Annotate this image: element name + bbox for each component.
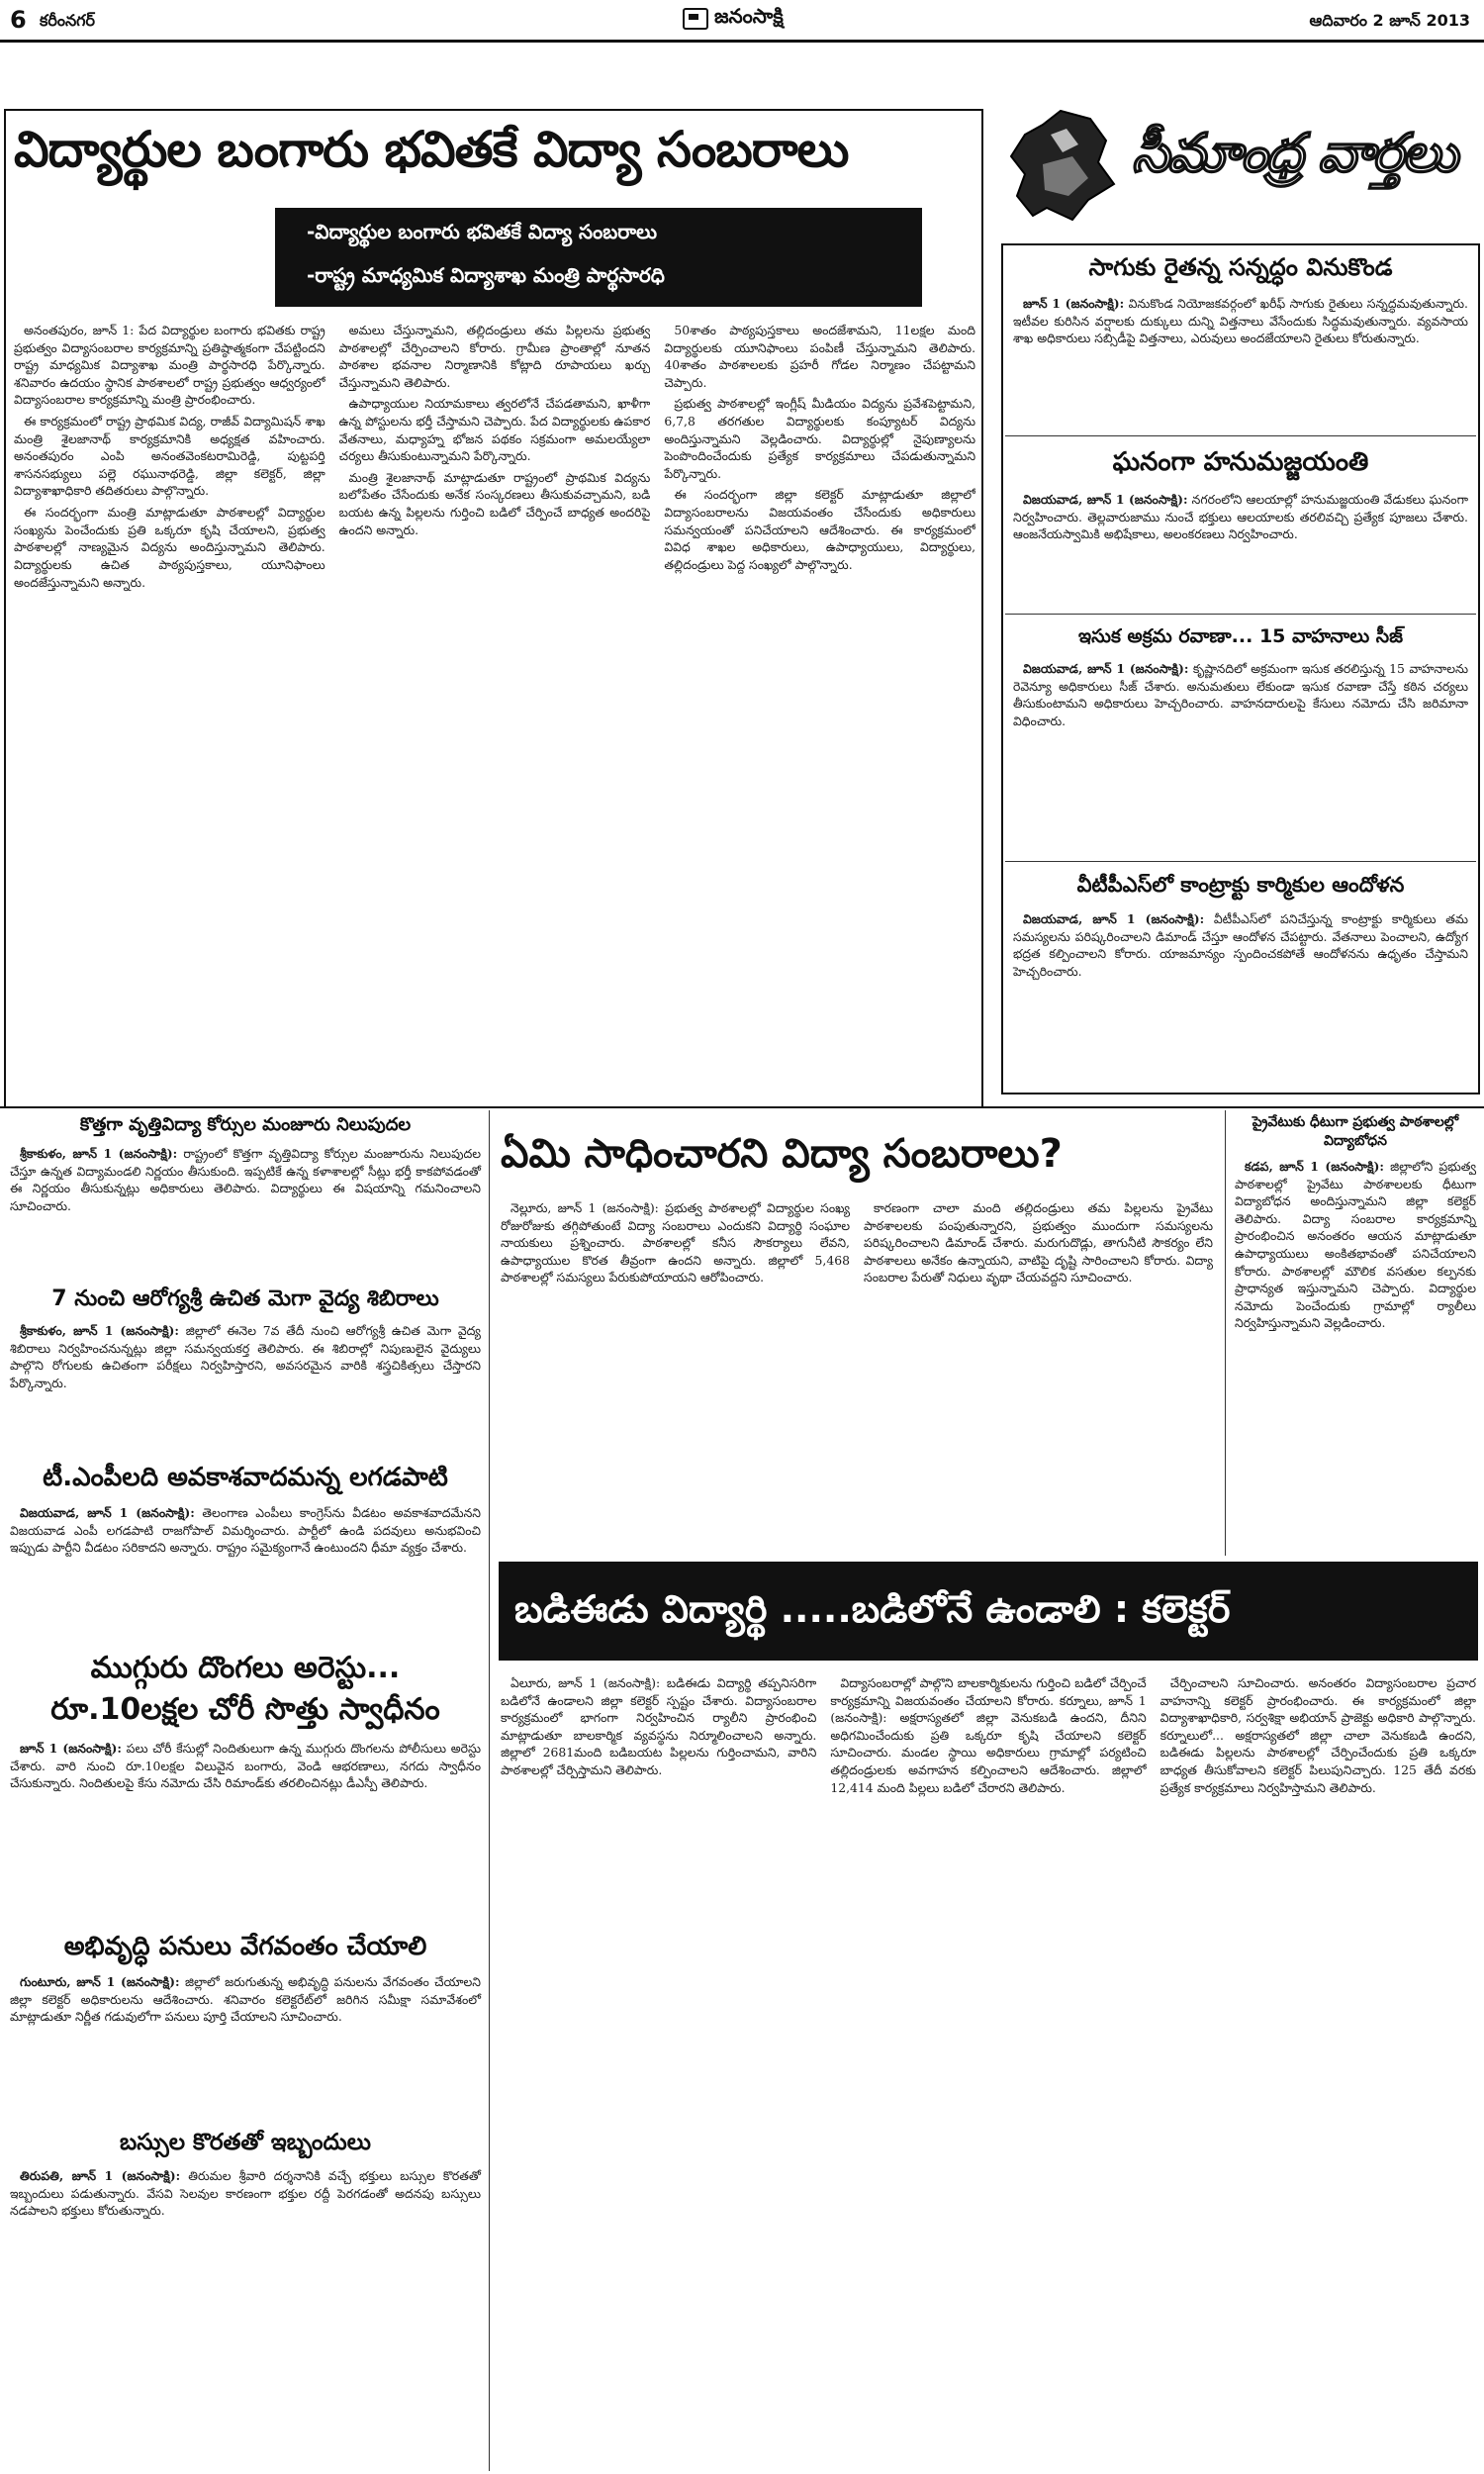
seemandhra-title: సీమాంధ్ర వార్తలు [1132,121,1456,184]
story-body [10,1740,481,1792]
story-title: ఘనంగా హనుమజ్జయంతి [1112,447,1369,477]
story-text: నెల్లూరు, జూన్ 1 (జనంసాక్షి): ప్రభుత్వ పాఠశాలల్లో విద్యార్థుల సంఖ్య రోజురోజుకు తగ్గిపోతుంటే విద్యా సంబరాలు ఎందుకని విద్యార్థి సంఘాల నాయకులు ప్రశ్నించారు. పాఠశాలల్లో కనీస సౌకర్యాలు లేవని, ఉపాధ్యాయుల కొరత తీవ్రంగా ఉందని అన్నారు. జిల్లాలో 5,468 పాఠశాలల్లో సమస్యలు పేరుకుపోయాయని ఆరోపించారు. [501,1200,850,1285]
andhra-map-icon [1003,105,1122,224]
story-body [1013,295,1468,347]
story-text [10,1145,481,1214]
story-title: బస్సుల కొరతతో ఇబ్బందులు [120,2130,371,2155]
paper-logo [683,4,784,33]
lead-paragraph: అమలు చేస్తున్నామని, తల్లిదండ్రులు తమ పిల్లలను ప్రభుత్వ పాఠశాలల్లో చేర్పించాలని కోరారు. గ్రామీణ ప్రాంతాల్లో నూతన పాఠశాల భవనాల నిర్మాణానికి కోట్లాది రూపాయలు ఖర్చు చేస్తున్నామని తెలిపారు. [338,323,651,390]
story-text: కారణంగా చాలా మంది తల్లిదండ్రులు తమ పిల్లలను ప్రైవేటు పాఠశాలలకు పంపుతున్నారని, ప్రభుత్వం ముందుగా సమస్యలను పరిష్కరించాలని డిమాండ్ చేశారు. మరుగుదొడ్లు, తాగునీటి సౌకర్యం లేని పాఠశాలలు అనేకం ఉన్నాయని, వాటిపై దృష్టి సారించాలని కోరారు. విద్యా సంబరాల పేరుతో నిధులు వృథా చేయవద్దని సూచించారు. [864,1200,1213,1285]
badi-headline: బడిఈడు విద్యార్థి .....బడిలోనే ఉండాలి : కలెక్టర్ [514,1587,1231,1631]
story-text-body: నగరంలోని ఆలయాల్లో హనుమజ్జయంతి వేడుకలు ఘనంగా నిర్వహించారు. తెల్లవారుజాము నుంచే భక్తులు ఆలయాలకు తరలివచ్చి ప్రత్యేక పూజలు చేశారు. ఆంజనేయస్వామికి అభిషేకాలు, అలంకరణలు నిర్వహించారు. [1013,492,1468,542]
story-text: విద్యాసంబరాల్లో పాల్గొని బాలకార్మికులను గుర్తించి బడిలో చేర్పించే కార్యక్రమాన్ని విజయవంతం చేయాలని కోరారు. కర్నూలు, జూన్ 1 (జనంసాక్షి): అక్షరాస్యతలో జిల్లా వెనుకబడి ఉందని, దీనిని అధిగమించేందుకు ప్రతి ఒక్కరూ కృషి చేయాలని కలెక్టర్ సూచించారు. మండల స్థాయి అధికారులు గ్రామాల్లో పర్యటించి తల్లిదండ్రులకు అవగాహన కల్పించాలని ఆదేశించారు. జిల్లాలో 12,414 మంది పిల్లలు బడిలో చేరారని తెలిపారు. [830,1675,1147,1795]
dateline: గుంటూరు, జూన్ 1 (జనంసాక్షి): [20,1974,180,1989]
masthead [0,0,1484,44]
seemandhra-story-4 [1013,873,1468,984]
badi-columns [501,1674,1476,2461]
story-text-body: వీటీపీఎస్‌లో పనిచేస్తున్న కాంట్రాక్టు కార్మికులు తమ సమస్యలను పరిష్కరించాలని డిమాండ్ చేస్తూ ఆందోళన చేపట్టారు. వేతనాలు పెంచాలని, ఉద్యోగ భద్రత కల్పించాలని కోరారు. యాజమాన్యం స్పందించకపోతే ఆందోళనను ఉధృతం చేస్తామని హెచ్చరించారు. [1013,911,1468,979]
story-title: కొత్తగా వృత్తివిద్యా కోర్సుల మంజూరు నిలుపుదల [79,1114,412,1135]
story-title: సాగుకు రైతన్న సన్నద్ధం వినుకొండ [1088,253,1393,281]
story-body [1235,1158,1476,1332]
story-text-body: జిల్లాలోని ప్రభుత్వ పాఠశాలల్లో ప్రైవేటు పాఠశాలలకు ధీటుగా విద్యాబోధన అందిస్తున్నామని జిల్లా కలెక్టర్ తెలిపారు. విద్యా సంబరాల కార్యక్రమాన్ని ప్రారంభించిన అనంతరం ఆయన మాట్లాడుతూ ఉపాధ్యాయులు అంకితభావంతో పనిచేయాలని కోరారు. పాఠశాలల్లో మౌలిక వసతుల కల్పనకు ప్రాధాన్యత ఇస్తున్నామని చెప్పారు. విద్యార్థుల నమోదు పెంచేందుకు గ్రామాల్లో ర్యాలీలు నిర్వహిస్తున్నామని వెల్లడించారు. [1235,1159,1476,1331]
news-arogyasri [10,1286,481,1395]
news-lagadapati [10,1463,481,1561]
issue-date: ఆదివారం 2 జూన్ 2013 [1309,11,1470,30]
news-development [10,1932,481,2030]
story-body [1013,660,1468,729]
story-body [1013,910,1468,980]
story-text [10,1973,481,2026]
story-title-2: విద్యాబోధన [1324,1133,1387,1149]
story-text [1013,491,1468,543]
dateline: విజయవాడ, జూన్ 1 (జనంసాక్షి): [1023,492,1188,507]
story-title-1: ప్రైవేటుకు ధీటుగా ప్రభుత్వ పాఠశాలల్లో [1252,1114,1459,1130]
lead-paragraph: 50శాతం పాఠ్యపుస్తకాలు అందజేశామని, 11లక్షల మంది విద్యార్థులకు యూనిఫాంలు పంపిణీ చేస్తున్నామని తెలిపారు. 40శాతం పాఠశాలలకు ప్రహరీ గోడల నిర్మాణం చేపట్టామని చెప్పారు. [664,323,976,390]
dateline: జూన్ 1 (జనంసాక్షి): [20,1741,122,1756]
lead-paragraph: ప్రభుత్వ పాఠశాలల్లో ఇంగ్లీష్ మీడియం విద్యను ప్రవేశపెట్టామని, 6,7,8 తరగతుల విద్యార్థులకు కంప్యూటర్ విద్యను అందిస్తున్నామని వెల్లడించారు. విద్యార్థుల్లో నైపుణ్యాలను పెంపొందించేందుకు ప్రత్యేక కార్యక్రమాలు చేపడుతున్నామని పేర్కొన్నారు. [664,396,976,481]
dateline: విజయవాడ, జూన్ 1 (జనంసాక్షి): [20,1505,195,1520]
story-title: వీటీపీఎస్‌లో కాంట్రాక్టు కార్మికుల ఆందోళన [1076,873,1405,897]
story-body [10,1973,481,2026]
column-divider [1225,1110,1226,1556]
lead-column-1 [14,322,325,1103]
lead-quote-2: -రాష్ట్ర మాధ్యమిక విద్యాశాఖ మంత్రి పార్థసారధి [307,263,665,287]
story-title: ఇసుక అక్రమ రవాణా... 15 వాహనాలు సీజ్ [1078,625,1403,647]
story-body [10,1322,481,1391]
seemandhra-story-2 [1013,447,1468,547]
story-body [10,1145,481,1214]
lead-quote-1: -విద్యార్థుల బంగారు భవితకే విద్యా సంబరాలు [307,220,658,243]
story-text [10,2167,481,2220]
story-title: అభివృద్ధి పనులు వేగవంతం చేయాలి [63,1932,427,1961]
badi-column-3 [1160,1674,1476,2461]
news-vrutti [10,1114,481,1218]
divider [1005,614,1476,615]
story-text: చేర్పించాలని సూచించారు. అనంతరం విద్యాసంబరాల ప్రచార వాహనాన్ని కలెక్టర్ ప్రారంభించారు. ఈ కార్యక్రమంలో జిల్లా విద్యాశాఖాధికారి, సర్వశిక్షా అభియాన్ ప్రాజెక్టు అధికారి పాల్గొన్నారు. కర్నూలులో... అక్షరాస్యతలో జిల్లా చాలా వెనుకబడి ఉందని, బడిఈడు పిల్లలను పాఠశాలల్లో చేర్పించేందుకు ప్రతి ఒక్కరూ బాధ్యత తీసుకోవాలని కలెక్టర్ పిలుపునిచ్చారు. 125 తేదీ వరకు ప్రత్యేక కార్యక్రమాలు నిర్వహిస్తామని తెలిపారు. [1159,1675,1476,1795]
story-title: టీ.ఎంపీలది అవకాశవాదమన్న లగడపాటి [43,1463,448,1492]
story-title-2: రూ.10లక్షల చోరీ సొత్తు స్వాధీనం [50,1692,440,1727]
story-body [10,1504,481,1557]
logo-icon [683,8,708,30]
section-rule [0,1106,1484,1108]
badi-column-2 [830,1674,1146,2461]
story-text-body: తెలంగాణ ఎంపీలు కాంగ్రెస్‌ను వీడటం అవకాశవాదమేనని విజయవాడ ఎంపీ లగడపాటి రాజగోపాల్ విమర్శించారు. పార్టీలో ఉండి పదవులు అనుభవించి ఇప్పుడు పార్టీని వీడటం సరికాదని అన్నారు. రాష్ట్రం సమైక్యంగానే ఉంటుందని ధీమా వ్యక్తం చేశారు. [10,1505,481,1556]
story-body [1013,491,1468,543]
seemandhra-story-3 [1013,625,1468,733]
sambaralu-headline: ఏమి సాధించారని విద్యా సంబరాలు? [501,1131,1063,1177]
divider [1005,861,1476,862]
story-text-body: రాష్ట్రంలో కొత్తగా వృత్తివిద్యా కోర్సుల మంజూరును నిలుపుదల చేస్తూ ఉన్నత విద్యామండలి నిర్ణయం తీసుకుంది. ఇప్పటికే ఉన్న కళాశాలల్లో సీట్లు భర్తీ కాకపోవడంతో ఈ నిర్ణయం తీసుకున్నట్లు అధికారులు తెలిపారు. విద్యార్థులు ఈ విషయాన్ని గమనించాలని సూచించారు. [10,1146,481,1213]
seemandhra-banner [999,99,1480,233]
lead-paragraph: ఈ సందర్భంగా జిల్లా కలెక్టర్ మాట్లాడుతూ జిల్లాలో విద్యాసంబరాలను విజయవంతం చేసేందుకు అధికారులు సమన్వయంతో పనిచేయాలని ఆదేశించారు. ఈ కార్యక్రమంలో వివిధ శాఖల అధికారులు, ఉపాధ్యాయులు, విద్యార్థులు, తల్లిదండ్రులు పెద్ద సంఖ్యలో పాల్గొన్నారు. [664,487,976,572]
column-divider [489,1110,490,2471]
dateline: శ్రీకాకుళం, జూన్ 1 (జనంసాక్షి): [20,1146,178,1161]
story-text [1013,910,1468,980]
lead-column-3 [664,322,975,1103]
story-text [10,1740,481,1792]
lead-paragraph: మంత్రి శైలజానాథ్ మాట్లాడుతూ రాష్ట్రంలో ప్రాథమిక విద్యను బలోపేతం చేసేందుకు అనేక సంస్కరణలు తీసుకువచ్చామని, బడి బయట ఉన్న పిల్లలను గుర్తించి బడిలో చేర్పించే బాధ్యత అందరిపై ఉందని అన్నారు. [338,469,651,537]
dateline: విజయవాడ, జూన్ 1 (జనంసాక్షి): [1023,661,1189,676]
story-text-body: పలు చోరీ కేసుల్లో నిందితులుగా ఉన్న ముగ్గురు దొంగలను పోలీసులు అరెస్టు చేశారు. వారి నుంచి రూ.10లక్షల విలువైన బంగారు, వెండి ఆభరణాలు, నగదు స్వాధీనం చేసుకున్నారు. నిందితులపై కేసు నమోదు చేసి రిమాండ్‌కు తరలించినట్లు డీఎస్పీ తెలిపారు. [10,1741,481,1791]
sambaralu-columns [501,1199,1213,1536]
lead-paragraph: ఈ సందర్భంగా మంత్రి మాట్లాడుతూ పాఠశాలల్లో విద్యార్థుల సంఖ్యను పెంచేందుకు ప్రతి ఒక్కరూ కృషి చేయాలని, ప్రభుత్వ పాఠశాలల్లో నాణ్యమైన విద్యను అందిస్తున్నామని తెలిపారు. విద్యార్థులకు ఉచిత పాఠ్యపుస్తకాలు, యూనిఫాంలు అందజేస్తున్నామని అన్నారు. [14,505,325,590]
lead-columns [14,322,975,1103]
section-name: కరీంనగర్ [40,11,96,30]
lead-paragraph: ఉపాధ్యాయుల నియామకాలు త్వరలోనే చేపడతామని, ఖాళీగా ఉన్న పోస్టులను భర్తీ చేస్తామని చెప్పారు. పేద విద్యార్థులకు ఉపకార వేతనాలు, మధ్యాహ్న భోజన పథకం సక్రమంగా అమలయ్యేలా చర్యలు తీసుకుంటున్నామని పేర్కొన్నారు. [338,396,651,464]
masthead-rule [0,40,1484,43]
story-text-body: జిల్లాలో జరుగుతున్న అభివృద్ధి పనులను వేగవంతం చేయాలని జిల్లా కలెక్టర్ అధికారులను ఆదేశించారు. శనివారం కలెక్టరేట్‌లో జరిగిన సమీక్షా సమావేశంలో మాట్లాడుతూ నిర్ణీత గడువులోగా పనులు పూర్తి చేయాలని సూచించారు. [10,1974,481,2025]
dateline: శ్రీకాకుళం, జూన్ 1 (జనంసాక్షి): [20,1323,179,1338]
divider [1005,435,1476,436]
story-text-body: వినుకొండ నియోజకవర్గంలో ఖరీఫ్ సాగుకు రైతులు సన్నద్ధమవుతున్నారు. ఇటీవల కురిసిన వర్షాలకు దుక్కులు దున్ని విత్తనాలు వేసేందుకు సిద్ధమవుతున్నారు. వ్యవసాయ శాఖ అధికారులు సబ్సిడీపై విత్తనాలు, ఎరువులు అందజేయాలని రైతులు కోరుతున్నారు. [1013,296,1468,346]
dateline: కడప, జూన్ 1 (జనంసాక్షి): [1245,1159,1384,1174]
dateline: జూన్ 1 (జనంసాక్షి): [1023,296,1125,311]
news-thieves [10,1651,481,1796]
story-text [1013,660,1468,729]
story-title: 7 నుంచి ఆరోగ్యశ్రీ ఉచిత మెగా వైద్య శిబిరాలు [51,1286,439,1311]
badi-column-1 [501,1674,816,2461]
story-text [10,1322,481,1391]
story-body [10,2167,481,2220]
lead-column-2 [339,322,651,1103]
story-text: ఏలూరు, జూన్ 1 (జనంసాక్షి): బడిఈడు విద్యార్థి తప్పనిసరిగా బడిలోనే ఉండాలని జిల్లా కలెక్టర్ స్పష్టం చేశారు. విద్యాసంబరాల కార్యక్రమంలో భాగంగా నిర్వహించిన ర్యాలీని ప్రారంభించి మాట్లాడుతూ బాలకార్మిక వ్యవస్థను నిర్మూలించాలని అన్నారు. జిల్లాలో 2681మంది బడిబయట పిల్లలను గుర్తించామని, వారిని పాఠశాలల్లో చేర్పిస్తామని తెలిపారు. [501,1675,817,1778]
lead-headline: విద్యార్థుల బంగారు భవితకే విద్యా సంబరాలు [14,121,849,178]
page-number: 6 [10,6,27,34]
logo-text: జనంసాక్షి [714,4,784,28]
story-text [10,1504,481,1557]
sambaralu-column-1 [501,1199,850,1536]
story-title-1: ముగ్గురు దొంగలు అరెస్టు... [90,1651,401,1685]
dateline: విజయవాడ, జూన్ 1 (జనంసాక్షి): [1023,911,1205,926]
seemandhra-story-1 [1013,253,1468,351]
lead-paragraph: అనంతపురం, జూన్ 1: పేద విద్యార్థుల బంగారు భవితకు రాష్ట్ర ప్రభుత్వం విద్యాసంబరాల కార్యక్రమాన్ని ప్రతిష్ఠాత్మకంగా చేపట్టిందని రాష్ట్ర మాధ్యమిక విద్యాశాఖ మంత్రి పార్థసారధి పేర్కొన్నారు. శనివారం ఉదయం స్థానిక పాఠశాలలో రాష్ట్ర ప్రభుత్వం ఆధ్వర్యంలో విద్యాసంబరాల కార్యక్రమాన్ని మంత్రి ప్రారంభించారు. [14,323,325,408]
dateline: తిరుపతి, జూన్ 1 (జనంసాక్షి): [20,2168,181,2183]
story-text [1013,295,1468,347]
story-text-body: తిరుమల శ్రీవారి దర్శనానికి వచ్చే భక్తులు బస్సుల కొరతతో ఇబ్బందులు పడుతున్నారు. వేసవి సెలవుల కారణంగా భక్తుల రద్దీ పెరగడంతో అదనపు బస్సులు నడపాలని భక్తులు కోరుతున్నారు. [10,2168,481,2219]
story-text [1235,1158,1476,1332]
sambaralu-column-2 [864,1199,1213,1536]
lead-paragraph: ఈ కార్యక్రమంలో రాష్ట్ర ప్రాథమిక విద్య, రాజీవ్ విద్యామిషన్ శాఖ మంత్రి శైలజానాథ్ కార్యక్రమానికి అధ్యక్షత వహించారు. అనంతపురం ఎంపి అనంతవెంకటరామిరెడ్డి, పుట్టపర్తి శాసనసభ్యులు పల్లె రఘునాథరెడ్డి, జిల్లా కలెక్టర్, జిల్లా విద్యాశాఖాధికారి తదితరులు పాల్గొన్నారు. [14,414,325,499]
news-private-schools [1235,1114,1476,1336]
story-text-body: కృష్ణానదిలో అక్రమంగా ఇసుక తరలిస్తున్న 15 వాహనాలను రెవెన్యూ అధికారులు సీజ్ చేశారు. అనుమతులు లేకుండా ఇసుక రవాణా చేస్తే కఠిన చర్యలు తీసుకుంటామని అధికారులు హెచ్చరించారు. వాహనదారులపై కేసులు నమోదు చేసి జరిమానా విధించారు. [1013,661,1468,728]
story-text-body: జిల్లాలో ఈనెల 7వ తేదీ నుంచి ఆరోగ్యశ్రీ ఉచిత మెగా వైద్య శిబిరాలు నిర్వహించనున్నట్లు జిల్లా సమన్వయకర్త తెలిపారు. ఈ శిబిరాల్లో నిపుణులైన వైద్యులు పాల్గొని రోగులకు ఉచితంగా పరీక్షలు నిర్వహిస్తారని, అవసరమైన వారికి శస్త్రచికిత్సలు చేస్తారని పేర్కొన్నారు. [10,1323,481,1390]
news-buses [10,2130,481,2224]
